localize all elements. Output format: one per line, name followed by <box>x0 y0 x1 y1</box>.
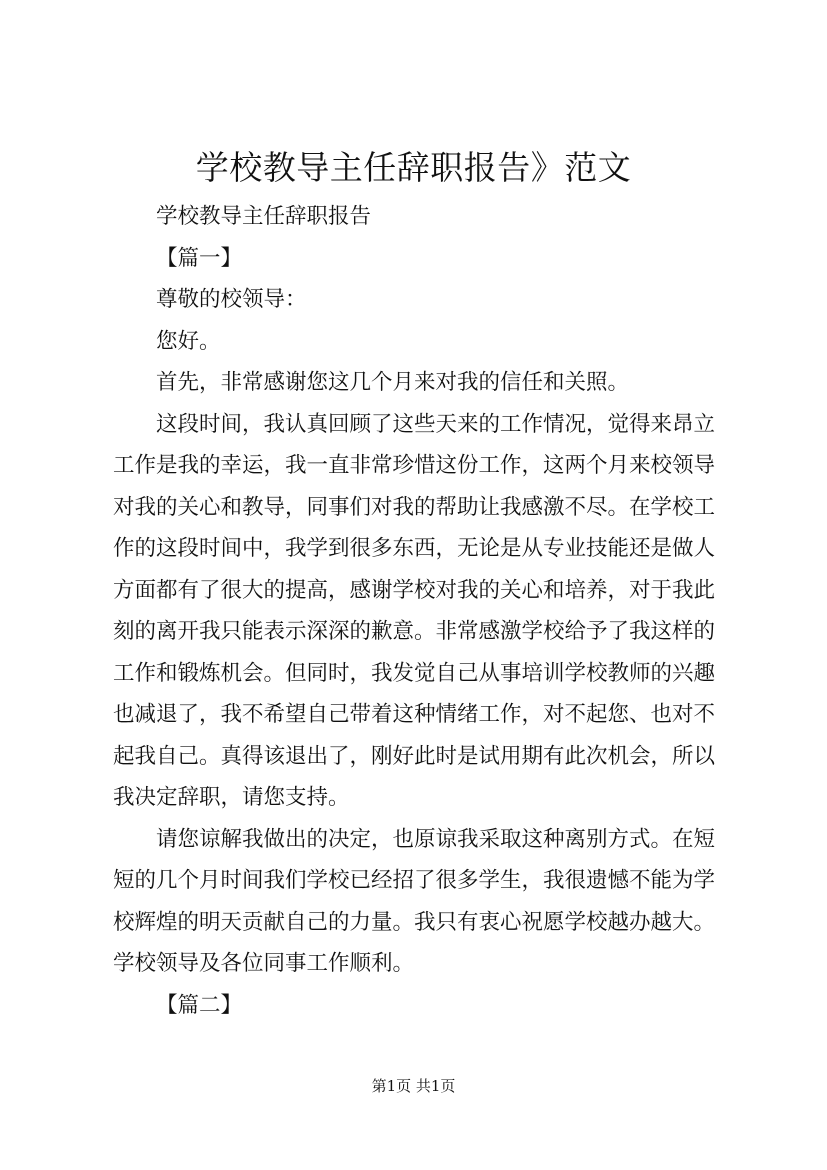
section-heading: 【篇二】 <box>156 992 243 1018</box>
text-line: 请您谅解我做出的决定，也原谅我采取这种离别方式。在短 <box>156 826 716 852</box>
text-line: 我决定辞职，请您支持。 <box>113 785 350 810</box>
text-line: 工作和锻炼机会。但同时，我发觉自己从事培训学校教师的兴趣 <box>113 660 716 686</box>
text-line: 起我自己。真得该退出了，刚好此时是试用期有此次机会，所以 <box>113 743 716 769</box>
section-heading: 【篇一】 <box>156 245 243 271</box>
text-line: 刻的离开我只能表示深深的歉意。非常感激学校给予了我这样的 <box>113 619 716 644</box>
text-line: 校辉煌的明天贡献自己的力量。我只有衷心祝愿学校越办越大。 <box>113 909 716 935</box>
document-title: 学校教导主任辞职报告》范文 <box>195 148 632 187</box>
text-line: 作的这段时间中，我学到很多东西，无论是从专业技能还是做人 <box>113 536 716 561</box>
text-line: 工作是我的幸运，我一直非常珍惜这份工作，这两个月来校领导 <box>113 453 716 478</box>
text-line: 对我的关心和教导，同事们对我的帮助让我感激不尽。在学校工 <box>113 494 716 520</box>
text-line: 学校领导及各位同事工作顺利。 <box>113 951 415 976</box>
text-line: 这段时间，我认真回顾了这些天来的工作情况，觉得来昂立 <box>156 411 716 437</box>
text-line: 学校教导主任辞职报告 <box>156 204 372 229</box>
text-line: 也减退了，我不希望自己带着这种情绪工作，对不起您、也对不 <box>113 702 716 727</box>
text-line: 首先，非常感谢您这几个月来对我的信任和关照。 <box>156 370 630 395</box>
text-line: 短的几个月时间我们学校已经招了很多学生，我很遗憾不能为学 <box>113 868 716 893</box>
salutation: 尊敬的校领导： <box>156 287 307 312</box>
greeting: 您好。 <box>156 328 221 354</box>
page-footer: 第1页 共1页 <box>371 1077 456 1095</box>
text-line: 方面都有了很大的提高，感谢学校对我的关心和培养，对于我此 <box>113 577 716 603</box>
document-body <box>113 196 743 1026</box>
